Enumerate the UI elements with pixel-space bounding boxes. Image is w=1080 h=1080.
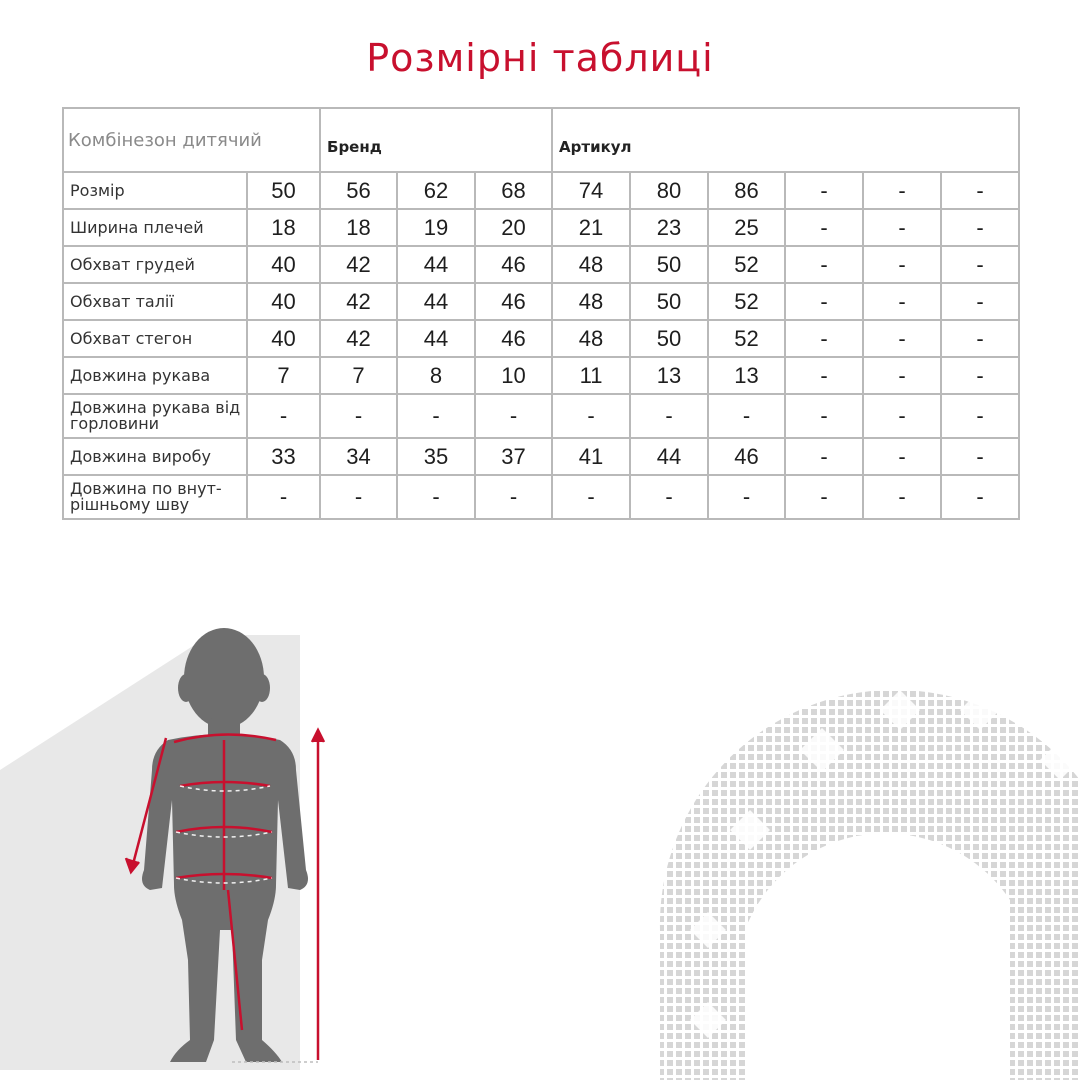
- row-label: Ширина плечей: [63, 209, 247, 246]
- size-value-cell: -: [863, 475, 941, 519]
- size-value-cell: -: [785, 438, 863, 475]
- size-value-cell: -: [785, 283, 863, 320]
- size-value-cell: 52: [708, 246, 785, 283]
- size-value-cell: 40: [247, 320, 320, 357]
- size-value-cell: 44: [397, 246, 475, 283]
- size-value-cell: -: [863, 394, 941, 438]
- size-value-cell: -: [708, 475, 785, 519]
- row-label: Обхват стегон: [63, 320, 247, 357]
- size-value-cell: -: [863, 438, 941, 475]
- size-value-cell: -: [552, 394, 630, 438]
- size-value-cell: 20: [475, 209, 552, 246]
- size-value-cell: 46: [475, 283, 552, 320]
- size-value-cell: -: [708, 394, 785, 438]
- size-value-cell: -: [320, 475, 397, 519]
- embroidery-ornament-icon: [640, 640, 1080, 1080]
- size-value-cell: -: [941, 357, 1019, 394]
- size-value-cell: 52: [708, 283, 785, 320]
- table-row: [63, 209, 1019, 246]
- size-value-cell: -: [863, 246, 941, 283]
- size-value-cell: -: [475, 394, 552, 438]
- row-label: Обхват талії: [63, 283, 247, 320]
- size-value-cell: 35: [397, 438, 475, 475]
- size-value-cell: -: [630, 475, 708, 519]
- size-value-cell: 11: [552, 357, 630, 394]
- size-value-cell: 13: [630, 357, 708, 394]
- table-row: [63, 172, 1019, 209]
- row-label: Розмір: [63, 172, 247, 209]
- table-row: [63, 320, 1019, 357]
- row-label: Обхват грудей: [63, 246, 247, 283]
- row-label: Довжина рукава: [63, 357, 247, 394]
- size-value-cell: 80: [630, 172, 708, 209]
- table-row: [63, 283, 1019, 320]
- size-value-cell: 46: [708, 438, 785, 475]
- size-value-cell: 48: [552, 283, 630, 320]
- size-value-cell: -: [785, 320, 863, 357]
- size-value-cell: -: [630, 394, 708, 438]
- size-value-cell: 33: [247, 438, 320, 475]
- size-value-cell: 34: [320, 438, 397, 475]
- size-value-cell: 25: [708, 209, 785, 246]
- size-value-cell: 44: [630, 438, 708, 475]
- size-value-cell: 46: [475, 320, 552, 357]
- size-value-cell: -: [863, 172, 941, 209]
- size-value-cell: 41: [552, 438, 630, 475]
- table-row: [63, 246, 1019, 283]
- size-value-cell: -: [941, 320, 1019, 357]
- size-value-cell: -: [475, 475, 552, 519]
- size-value-cell: -: [863, 357, 941, 394]
- row-label: Довжина по внут-рішньому шву: [63, 475, 247, 519]
- size-value-cell: 46: [475, 246, 552, 283]
- size-value-cell: -: [863, 209, 941, 246]
- size-value-cell: -: [941, 246, 1019, 283]
- size-value-cell: 19: [397, 209, 475, 246]
- size-value-cell: 42: [320, 283, 397, 320]
- size-value-cell: -: [785, 172, 863, 209]
- product-name: Комбінезон дитячий: [63, 108, 320, 172]
- size-value-cell: 42: [320, 320, 397, 357]
- size-value-cell: 52: [708, 320, 785, 357]
- size-value-cell: -: [397, 394, 475, 438]
- size-value-cell: -: [552, 475, 630, 519]
- size-value-cell: 44: [397, 320, 475, 357]
- size-value-cell: 13: [708, 357, 785, 394]
- size-value-cell: -: [941, 172, 1019, 209]
- size-value-cell: 68: [475, 172, 552, 209]
- size-value-cell: 42: [320, 246, 397, 283]
- size-value-cell: -: [247, 475, 320, 519]
- size-value-cell: -: [941, 394, 1019, 438]
- size-value-cell: 50: [630, 283, 708, 320]
- size-value-cell: 37: [475, 438, 552, 475]
- size-value-cell: -: [785, 475, 863, 519]
- size-value-cell: 44: [397, 283, 475, 320]
- size-value-cell: -: [941, 209, 1019, 246]
- size-value-cell: 86: [708, 172, 785, 209]
- size-value-cell: 74: [552, 172, 630, 209]
- size-value-cell: -: [320, 394, 397, 438]
- row-label: Довжина виробу: [63, 438, 247, 475]
- size-value-cell: -: [397, 475, 475, 519]
- size-value-cell: -: [941, 283, 1019, 320]
- size-value-cell: 40: [247, 246, 320, 283]
- size-value-cell: 50: [247, 172, 320, 209]
- size-table: [62, 107, 1020, 520]
- size-value-cell: -: [785, 394, 863, 438]
- table-row: [63, 438, 1019, 475]
- size-value-cell: 18: [320, 209, 397, 246]
- size-value-cell: 62: [397, 172, 475, 209]
- row-label: Довжина рукава від горловини: [63, 394, 247, 438]
- table-row: [63, 475, 1019, 519]
- size-value-cell: 48: [552, 246, 630, 283]
- size-value-cell: -: [785, 209, 863, 246]
- size-value-cell: 21: [552, 209, 630, 246]
- article-label: Артикул: [552, 108, 1019, 172]
- table-row: [63, 394, 1019, 438]
- size-value-cell: 8: [397, 357, 475, 394]
- size-value-cell: -: [863, 320, 941, 357]
- table-header-row: [63, 108, 1019, 172]
- size-value-cell: 23: [630, 209, 708, 246]
- measurement-illustration: [0, 600, 1080, 1080]
- size-value-cell: -: [941, 475, 1019, 519]
- size-value-cell: 10: [475, 357, 552, 394]
- size-value-cell: 50: [630, 320, 708, 357]
- size-value-cell: 40: [247, 283, 320, 320]
- size-value-cell: 7: [320, 357, 397, 394]
- size-value-cell: 56: [320, 172, 397, 209]
- size-value-cell: 48: [552, 320, 630, 357]
- size-value-cell: -: [247, 394, 320, 438]
- page-title: Розмірні таблиці: [366, 36, 714, 80]
- size-value-cell: 18: [247, 209, 320, 246]
- brand-label: Бренд: [320, 108, 552, 172]
- table-row: [63, 357, 1019, 394]
- size-value-cell: -: [785, 357, 863, 394]
- size-value-cell: -: [863, 283, 941, 320]
- size-value-cell: 50: [630, 246, 708, 283]
- size-value-cell: 7: [247, 357, 320, 394]
- size-value-cell: -: [941, 438, 1019, 475]
- size-value-cell: -: [785, 246, 863, 283]
